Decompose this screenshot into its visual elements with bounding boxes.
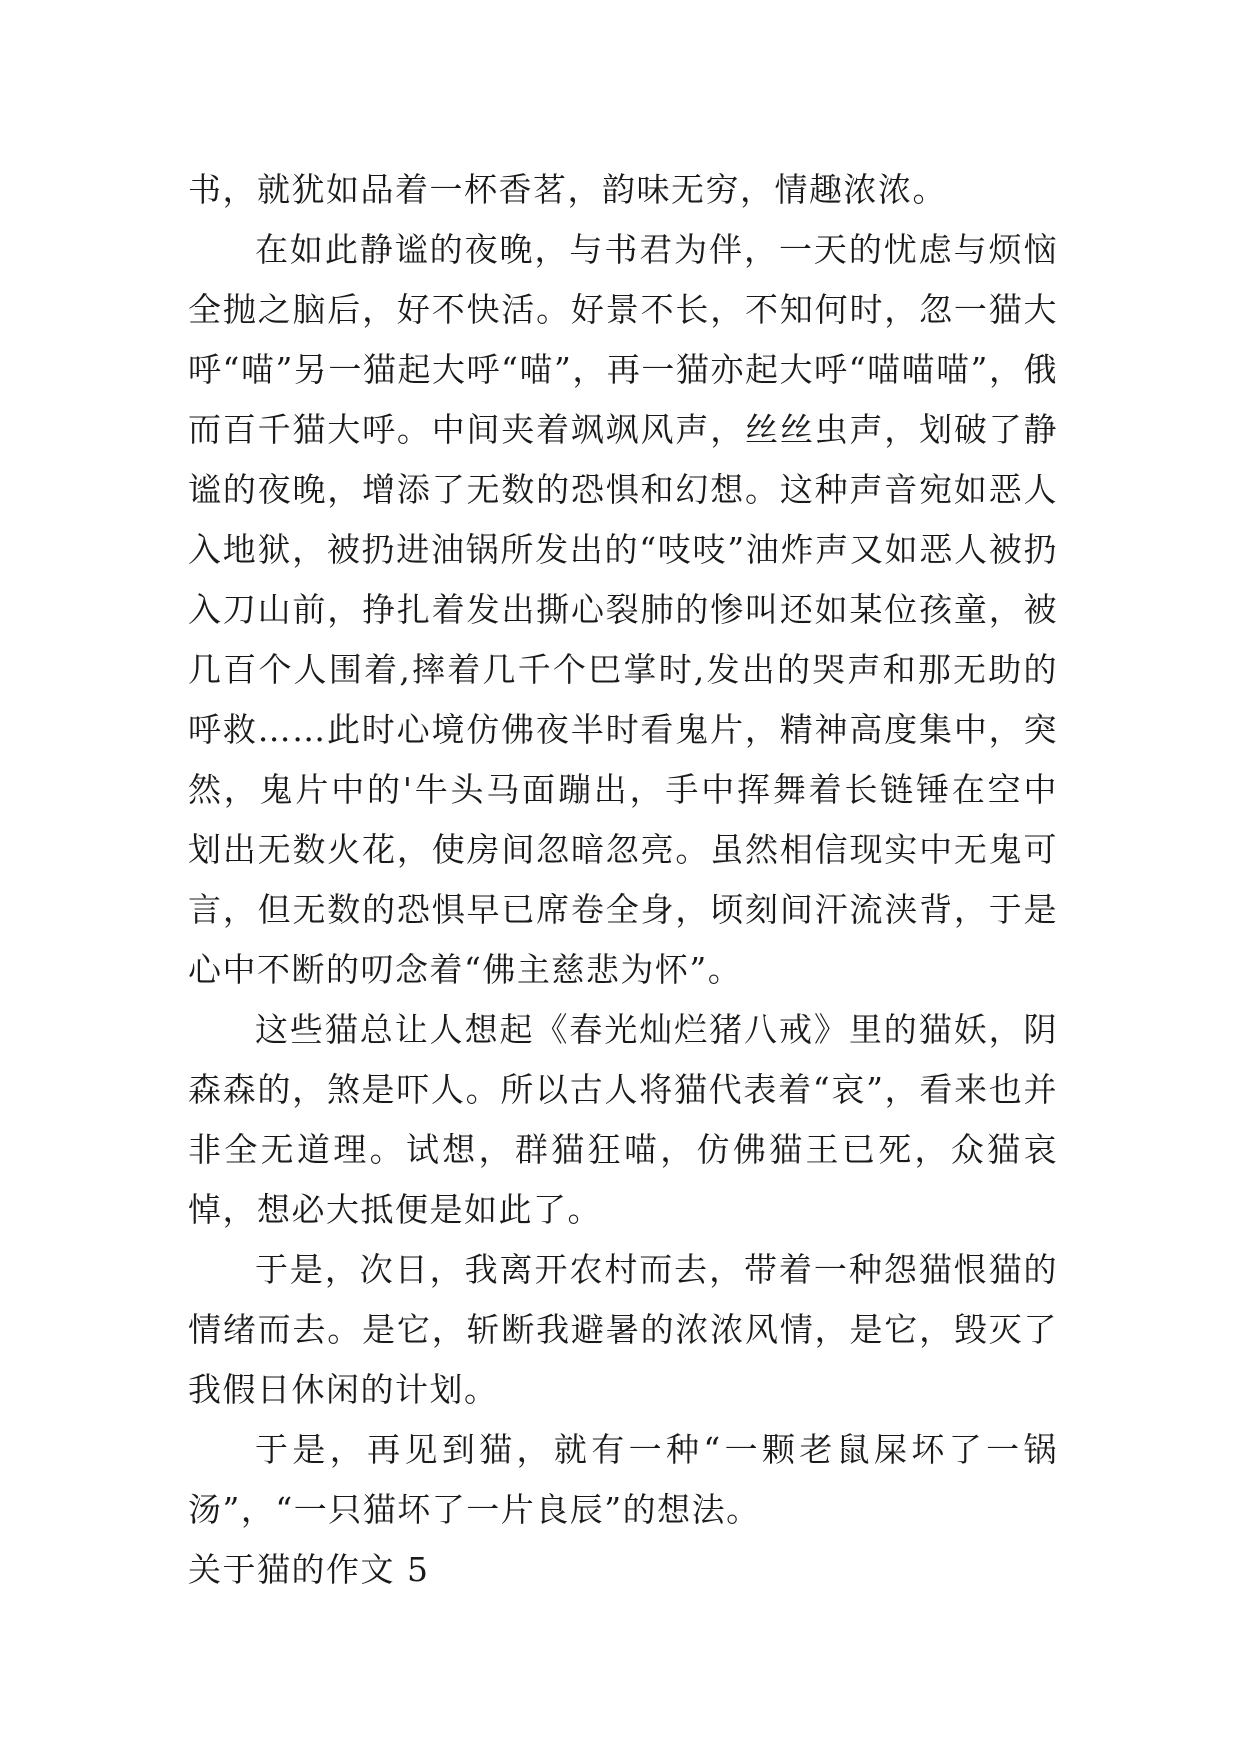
paragraph-continued: 书，就犹如品着一杯香茗，韵味无穷，情趣浓浓。 [188,170,947,209]
paragraph: 于是，再见到猫，就有一种“一颗老鼠屎坏了一锅汤”，“一只猫坏了一片良辰”的想法。 [188,1430,1058,1529]
paragraph: 在如此静谧的夜晚，与书君为伴，一天的忧虑与烦恼全抛之脑后，好不快活。好景不长，不知何时，忽一猫大呼“喵”另一猫起大呼“喵”，再一猫亦起大呼“喵喵喵”，俄而百千猫大呼。中间夹着飒飒风声，丝丝虫声，划破了静谧的夜晚，增添了无数的恐惧和幻想。这种声音宛如恶人入地狱，被扔进油锅所发出的“吱吱”油炸声又如恶人被扔入刀山前，挣扎着发出撕心裂肺的惨叫还如某位孩童，被几百个人围着,摔着几千个巴掌时,发出的哭声和那无助的呼救……此时心境仿佛夜半时看鬼片，精神高度集中，突然，鬼片中的'牛头马面蹦出，手中挥舞着长链锤在空中划出无数火花，使房间忽暗忽亮。虽然相信现实中无鬼可言，但无数的恐惧早已席卷全身，顷刻间汗流浃背，于是心中不断的叨念着“佛主慈悲为怀”。 [188,230,1058,989]
paragraph: 于是，次日，我离开农村而去，带着一种怨猫恨猫的情绪而去。是它，斩断我避暑的浓浓风情，是它，毁灭了我假日休闲的计划。 [188,1250,1058,1409]
essay-body [188,160,1058,1600]
paragraph: 这些猫总让人想起《春光灿烂猪八戒》里的猫妖，阴森森的，煞是吓人。所以古人将猫代表着“哀”，看来也并非全无道理。试想，群猫狂喵，仿佛猫王已死，众猫哀悼，想必大抵便是如此了。 [188,1010,1058,1229]
section-heading: 关于猫的作文 5 [188,1550,430,1589]
